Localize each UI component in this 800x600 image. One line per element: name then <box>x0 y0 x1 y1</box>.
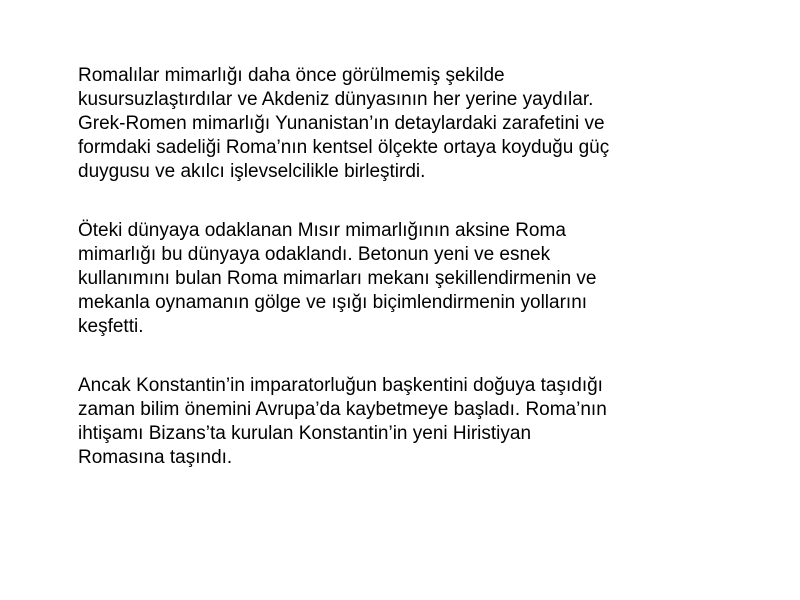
paragraph-line: Öteki dünyaya odaklanan Mısır mimarlığının aksine Roma <box>78 220 566 241</box>
paragraph-line: mekanla oynamanın gölge ve ışığı biçimlendirmenin yollarını <box>78 292 588 313</box>
slide-body-text <box>78 64 718 505</box>
paragraph-line: Ancak Konstantin’in imparatorluğun başkentini doğuya taşıdığı <box>78 375 603 396</box>
paragraph-line: kusursuzlaştırdılar ve Akdeniz dünyasının her yerine yaydılar. <box>78 89 594 110</box>
paragraph-line: kullanımını bulan Roma mimarları mekanı şekillendirmenin ve <box>78 268 597 289</box>
paragraph-line: keşfetti. <box>78 316 144 337</box>
paragraph-constantine <box>78 374 718 470</box>
paragraph-egypt-comparison <box>78 219 718 339</box>
paragraph-line: Romasına taşındı. <box>78 447 233 468</box>
paragraph-line: ihtişamı Bizans’ta kurulan Konstantin’in yeni Hiristiyan <box>78 423 532 444</box>
paragraph-line: zaman bilim önemini Avrupa’da kaybetmeye başladı. Roma’nın <box>78 399 607 420</box>
paragraph-roman-architecture <box>78 64 718 184</box>
paragraph-line: formdaki sadeliği Roma’nın kentsel ölçekte ortaya koyduğu güç <box>78 137 610 158</box>
paragraph-line: Romalılar mimarlığı daha önce görülmemiş şekilde <box>78 65 505 86</box>
paragraph-line: Grek-Romen mimarlığı Yunanistan’ın detaylardaki zarafetini ve <box>78 113 605 134</box>
paragraph-line: duygusu ve akılcı işlevselcilikle birleştirdi. <box>78 161 426 182</box>
paragraph-line: mimarlığı bu dünyaya odaklandı. Betonun yeni ve esnek <box>78 244 551 265</box>
